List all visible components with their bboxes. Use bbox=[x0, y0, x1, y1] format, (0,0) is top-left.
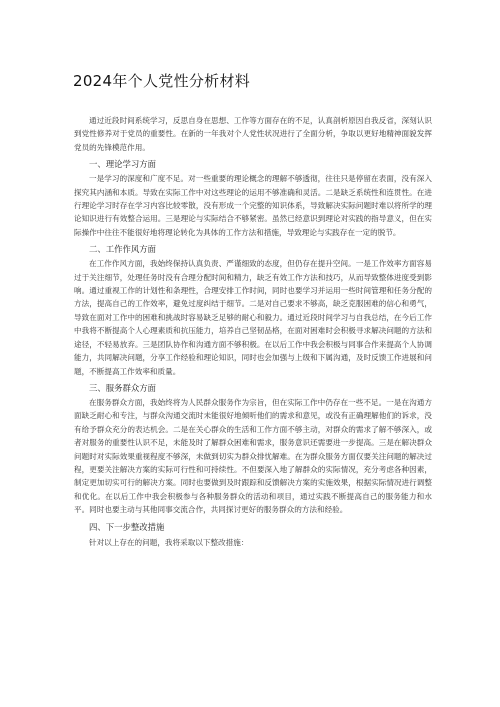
section-body-theory: 一是学习的深度和广度不足。对一些重要的理论概念的理解不够透彻，往往只是停留在表面，没有深入探究其内涵和本质。导致在实际工作中对这些理论的运用不够准确和灵活。二是缺乏系统性和连贯性。在进行理论学习时存在学习内容比较零散，没有形成一个完整的知识体系，导致解决实际问题时难以将所学的理论知识进行有效整合运用。三是理论与实际结合不够紧密。虽然已经意识到理论对实践的指导意义，但在实际操作中往往不能很好地将理论转化为具体的工作方法和措施，导致理论与实践存在一定的脱节。 bbox=[74, 174, 432, 237]
section-heading-serve-masses: 三、服务群众方面 bbox=[89, 382, 156, 393]
document-body bbox=[74, 114, 432, 549]
section-body-next-steps: 针对以上存在的问题，我将采取以下整改措施： bbox=[89, 537, 249, 547]
section-body-work-style: 在工作作风方面，我始终保持认真负责、严谨细致的态度，但仍存在提升空间。一是工作效率方面容易过于关注细节，处理任务时没有合理分配时间和精力，缺乏有效工作方法和技巧，从而导致整体进度受到影响。通过重视工作的计划性和条理性，合理安排工作时间，同时也要学习并运用一些时间管理和任务分配的方法，提高自己的工作效率，避免过度纠结于细节。二是对自己要求不够高，缺乏克服困难的信心和勇气，导致在面对工作中的困难和挑战时容易缺乏足够的耐心和毅力。通过近段时间学习与自我总结，在今后工作中我将不断提高个人心理素质和抗压能力，培养自己坚韧品格，在面对困难时会积极寻求解决问题的方法和途径，不轻易放弃。三是团队协作和沟通方面不够积极。在以后工作中我会积极与同事合作来提高个人协调能力，共同解决问题，分享工作经验和理论知识，同时也会加强与上级和下属沟通，及时反馈工作进展和问题，不断提高工作效率和质量。 bbox=[74, 259, 432, 376]
section-body-serve-masses: 在服务群众方面，我始终将为人民群众服务作为宗旨，但在实际工作中仍存在一些不足。一是在沟通方面缺乏耐心和专注，与群众沟通交流时未能很好地倾听他们的需求和意见，或没有正确理解他们的诉求，没有给予群众充分的表达机会。二是在关心群众的生活和工作方面不够主动，对群众的需求了解不够深入，或者对服务的重要性认识不足，未能及时了解群众困难和需求，服务意识还需要进一步提高。三是在解决群众问题时对实际效果重视程度不够深，未做到切实为群众排忧解难。在为群众服务方面仅要关注问题的解决过程，更要关注解决方案的实际可行性和可持续性。不但要深入地了解群众的实际情况，充分考虑各种因素，制定更加切实可行的解决方案。同时也要做到及时跟踪和反馈解决方案的实施效果，根据实际情况进行调整和优化。在以后工作中我会积极参与各种服务群众的活动和项目，通过实践不断提高自己的服务能力和水平。同时也要主动与其他同事交流合作，共同探讨更好的服务群众的方法和经验。 bbox=[74, 397, 432, 515]
intro-paragraph: 通过近段时间系统学习，反思自身在思想、工作等方面存在的不足，认真剖析原因自我反省，深刻认识到党性修养对于党员的重要性。在新的一年我对个人党性状况进行了全面分析，争取以更好地精神面貌发挥党员的先锋模范作用。 bbox=[74, 116, 432, 152]
section-heading-next-steps: 四、下一步整改措施 bbox=[89, 521, 165, 532]
page-title: 2024年个人党性分析材料 bbox=[73, 72, 251, 90]
section-heading-work-style: 二、工作作风方面 bbox=[89, 244, 156, 255]
section-heading-theory: 一、理论学习方面 bbox=[89, 159, 156, 170]
